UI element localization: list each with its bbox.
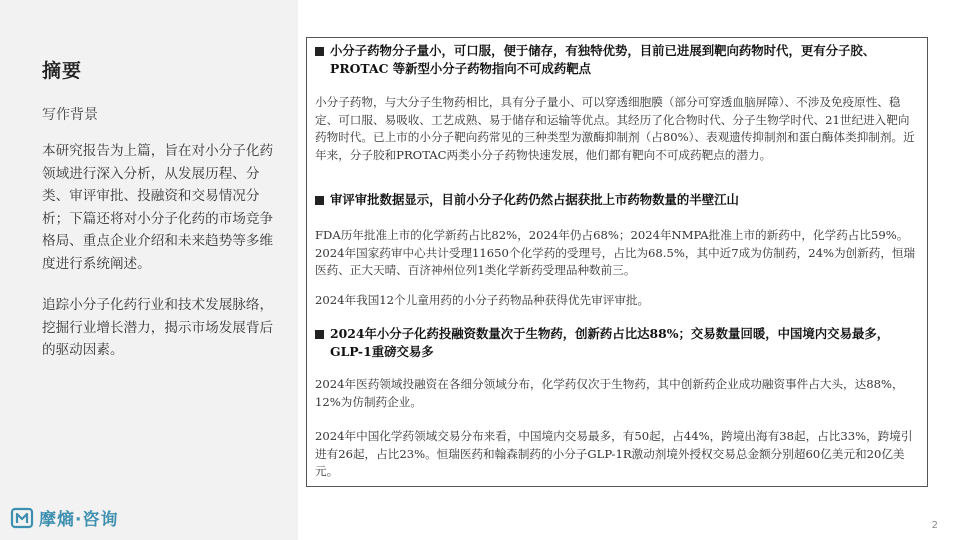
finding-paragraph-financing: 2024年医药领域投融资在各细分领域分布，化学药仅次于生物药，其中创新药企业成功融资事件占大头，达88%，12%为仿制药企业。	[315, 377, 904, 409]
summary-sidebar	[0, 0, 298, 540]
sidebar-paragraph-report-scope: 本研究报告为上篇，旨在对小分子化药领域进行深入分析，从发展历程、分类、审评审批、投融资和交易情况分析；下篇还将对小分子化药的市场竞争格局、重点企业介绍和未来趋势等多维度进行系统阐述。	[42, 143, 274, 272]
finding-paragraph-transactions: 2024年中国化学药领域交易分布来看，中国境内交易最多，有50起，占44%，跨境出海有38起，占比33%，跨境引进有26起，占比23%。恒瑞医药和翰森制药的小分子GLP-1R激动剂境外授权交易总金额分别超60亿美元和20亿美元。	[315, 429, 913, 478]
findings-box	[306, 37, 928, 487]
summary-title: 摘要	[42, 60, 83, 82]
writing-background-label: 写作背景	[42, 107, 98, 123]
page-number: 2	[931, 520, 938, 531]
brand-logo	[10, 505, 118, 530]
brand-name: 摩熵·咨询	[39, 510, 119, 530]
finding-paragraph-approval-stats: FDA历年批准上市的化学新药占比82%，2024年仍占68%；2024年NMPA批准上市的新药中，化学药占比59%。2024年国家药审中心共计受理11650个化学药的受理号，占比为68.5%，其中近7成为仿制药，24%为创新药，恒瑞医药、正大天晴、百济神州位列1类化学新药受理品种数前三。	[315, 228, 916, 277]
square-bullet-icon	[315, 47, 324, 56]
finding-heading-small-molecule-advantages: 小分子药物分子量小，可口服，便于储存，有独特优势，目前已进展到靶向药物时代，更有分子胶、PROTAC 等新型小分子药物指向不可成药靶点	[315, 42, 921, 78]
square-bullet-icon	[315, 330, 324, 339]
moshang-logo-icon	[10, 506, 34, 530]
finding-paragraph-pediatric-priority: 2024年我国12个儿童用药的小分子药物品种获得优先审评审批。	[315, 293, 650, 307]
finding-paragraph-small-molecule-overview: 小分子药物，与大分子生物药相比，具有分子量小、可以穿透细胞膜（部分可穿透血脑屏障）、不涉及免疫原性、稳定、可口服、易吸收、工艺成熟、易于储存和运输等优点。其经历了化合物时代、分子生物学时代、21世纪进入靶向药物时代。已上市的小分子靶向药常见的三种类型为激酶抑制剂（占80%）、表观遗传抑制剂和蛋白酶体类抑制剂。近年来，分子胶和PROTAC两类小分子药物快速发展，他们都有靶向不可成药靶点的潜力。	[315, 95, 915, 162]
sidebar-paragraph-research-goal: 追踪小分子化药行业和技术发展脉络，挖掘行业增长潜力，揭示市场发展背后的驱动因素。	[42, 297, 274, 358]
square-bullet-icon	[315, 196, 324, 205]
finding-heading-investment-deals: 2024年小分子化药投融资数量次于生物药，创新药占比达88%；交易数量回暖，中国境内交易最多，GLP-1重磅交易多	[315, 325, 921, 361]
finding-heading-approval-data: 审评审批数据显示，目前小分子化药仍然占据获批上市药物数量的半壁江山	[315, 191, 921, 209]
